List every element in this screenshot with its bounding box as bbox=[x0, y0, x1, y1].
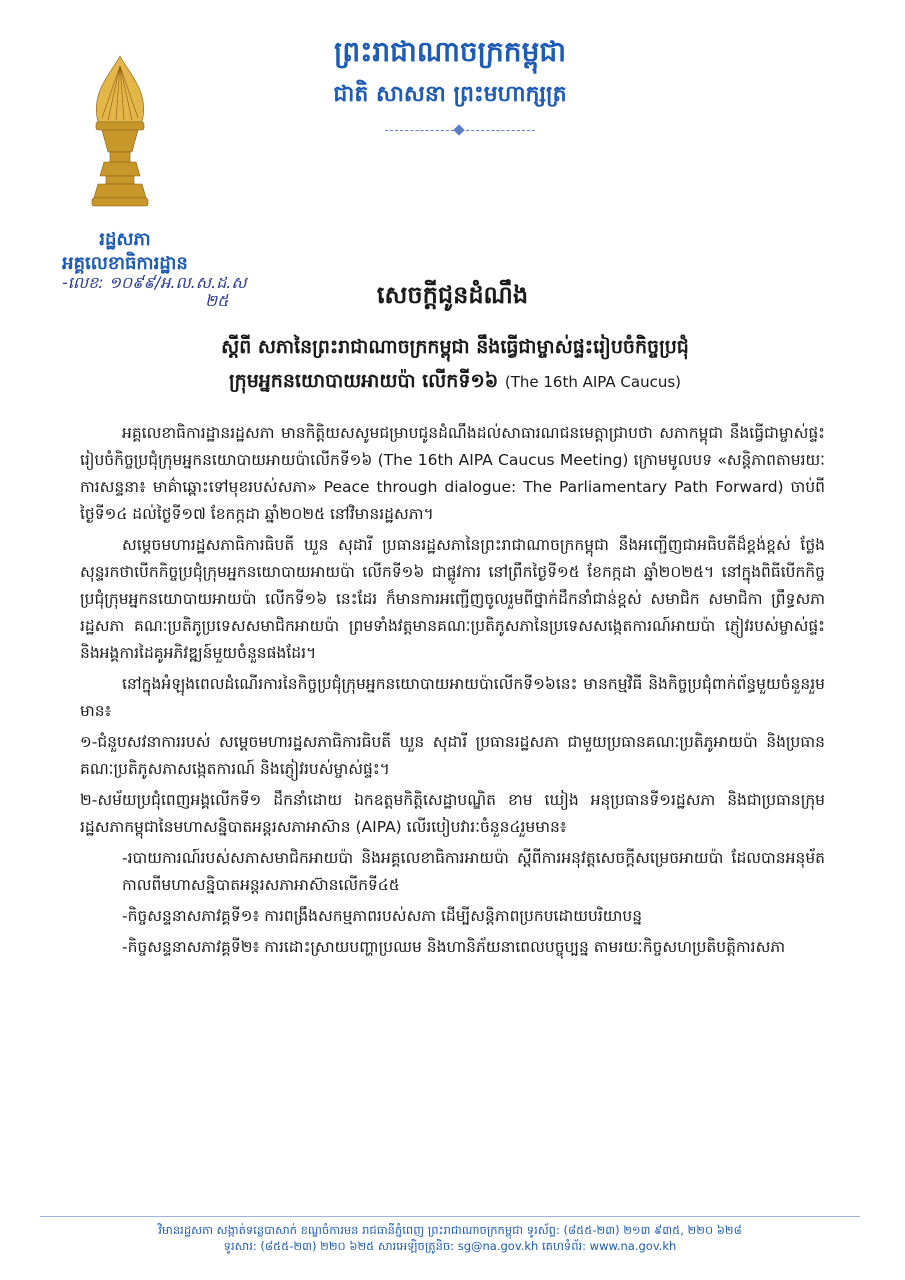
national-emblem-icon bbox=[80, 52, 160, 212]
list-item-1: ១-ជំនួបសវនាការរបស់ សម្តេចមហារដ្ឋសភាធិការធិបតី ឃួន សុដារី ប្រធានរដ្ឋសភា ជាមួយប្រធានគណៈប្រតិភូអាយប៉ា និងប្រធានគណៈប្រតិភូសភាសង្កេតការណ៍ និងភ្ញៀវរបស់ម្ចាស់ផ្ទះ។ bbox=[80, 733, 825, 778]
reference-suffix: ២៥ bbox=[205, 291, 229, 310]
paragraph-1: អគ្គលេខាធិការដ្ឋានរដ្ឋសភា មានកិត្តិយសសូមជម្រាបជូនដំណឹងដល់សាធារណជនមេត្តាជ្រាបថា សភាកម្ពុជា នឹងធ្វើជាម្ចាស់ផ្ទះរៀបចំកិច្ចប្រជុំក្រុមអ្នកនយោបាយអាយប៉ាលើកទី១៦ (The 16th AIPA Caucus Meeting) ក្រោមមូលបទ «សន្តិភាពតាមរយៈការសន្ទនា៖ មាគ៌ាឆ្ពោះទៅមុខរបស់សភា» Peace through dialogue: The Parliamentary Path Forward) ចាប់ពីថ្ងៃទី១៤ ដល់ថ្ងៃទី១៧ ខែកក្កដា ឆ្នាំ២០២៥ នៅវិមានរដ្ឋសភា។ bbox=[80, 424, 825, 523]
reference-number: -លេខ: ១០៩៩/អ.ល.ស.ដ.ស bbox=[62, 273, 247, 292]
subtitle-line1: ស្តីពី សភានៃព្រះរាជាណាចក្រកម្ពុជា នឹងធ្វើជាម្ចាស់ផ្ទះរៀបចំកិច្ចប្រជុំ bbox=[221, 336, 689, 358]
footer bbox=[40, 1222, 860, 1254]
sub-item-2: -កិច្ចសន្ទនាសភាវគ្គទី១៖ ការពង្រឹងសកម្មភាពរបស់សភា ដើម្បីសន្តិភាពប្រកបដោយបរិយាបន្ន bbox=[122, 907, 643, 925]
paragraph-3: នៅក្នុងអំឡុងពេលដំណើរការនៃកិច្ចប្រជុំក្រុមអ្នកនយោបាយអាយប៉ាលើកទី១៦នេះ មានកម្មវិធី និងកិច្ចប្រជុំពាក់ព័ន្ធមួយចំនួនរួមមាន៖ bbox=[80, 675, 825, 720]
subtitle-line2: ក្រុមអ្នកនយោបាយអាយប៉ា លើកទី១៦ bbox=[228, 370, 499, 392]
issuer-line2: អគ្គលេខាធិការដ្ឋាន bbox=[62, 253, 188, 274]
sub-item-3: -កិច្ចសន្ទនាសភាវគ្គទី២៖ ការដោះស្រាយបញ្ហាប្រឈម និងហានិភ័យនាពេលបច្ចុប្បន្ន តាមរយៈកិច្ចសហប្រតិបត្តិការសភា bbox=[122, 938, 786, 956]
document-title: សេចក្តីជូនដំណឹង bbox=[376, 281, 529, 309]
issuer-line1: រដ្ឋសភា bbox=[99, 229, 151, 250]
issuer-block bbox=[20, 228, 230, 276]
sub-item-1: -របាយការណ៍របស់សភាសមាជិកអាយប៉ា និងអគ្គលេខាធិការអាយប៉ា ស្តីពីការអនុវត្តសេចក្តីសម្រេចអាយប៉ា ដែលបានអនុម័តកាលពីមហាសន្និបាតអន្តរសភាអាស៊ានលើកទី៤៥ bbox=[122, 849, 825, 894]
footer-address: វិមានរដ្ឋសភា សង្កាត់ទន្លេបាសាក់ ខណ្ឌចំការមន រាជធានីភ្នំពេញ ព្រះរាជាណាចក្រកម្ពុជា ទូរស័ព្ទ: (៨៥៥-២៣) ២១៣ ៩៣៥, ២២០ ៦២៨ bbox=[158, 1223, 742, 1237]
subtitle-en: (The 16th AIPA Caucus) bbox=[504, 373, 682, 391]
paragraph-2: សម្តេចមហារដ្ឋសភាធិការធិបតី ឃួន សុដារី ប្រធានរដ្ឋសភានៃព្រះរាជាណាចក្រកម្ពុជា នឹងអញ្ជើញជាអធិបតីដ៏ខ្ពង់ខ្ពស់ ថ្លែងសុន្ទរកថាបើកកិច្ចប្រជុំក្រុមអ្នកនយោបាយអាយប៉ា លើកទី១៦ ជាផ្លូវការ នៅព្រឹកថ្ងៃទី១៥ ខែកក្កដា ឆ្នាំ២០២៥។ នៅក្នុងពិធីបើកកិច្ចប្រជុំក្រុមអ្នកនយោបាយអាយប៉ា លើកទី១៦ នេះដែរ ក៏មានការអញ្ជើញចូលរួមពីថ្នាក់ដឹកនាំជាន់ខ្ពស់ សមាជិក សមាជិកា ព្រឹទ្ធសភា រដ្ឋសភា គណៈប្រតិភូប្រទេសសមាជិកអាយប៉ា ព្រមទាំងវត្តមានគណៈប្រតិភូសភានៃប្រទេសសង្កេតការណ៍អាយប៉ា ភ្ញៀវរបស់ម្ចាស់ផ្ទះ និងអង្គការដៃគូអភិវឌ្ឍន៍មួយចំនួនផងដែរ។ bbox=[80, 536, 825, 662]
document-subtitle bbox=[60, 330, 850, 399]
footer-contact: ទូរសារ: (៨៥៥-២៣) ២២០ ៦២៥ សារអេឡិចត្រូនិច: sg@na.gov.kh គេហទំព័រ: www.na.gov.kh bbox=[223, 1239, 677, 1253]
national-motto: ជាតិ សាសនា ព្រះមហាក្សត្រ bbox=[333, 82, 567, 107]
document-body bbox=[80, 420, 825, 965]
ornament-divider bbox=[385, 130, 535, 133]
kingdom-header bbox=[250, 32, 650, 112]
kingdom-name: ព្រះរាជាណាចក្រកម្ពុជា bbox=[333, 35, 566, 68]
list-item-2: ២-សម័យប្រជុំពេញអង្គលើកទី១ ដឹកនាំដោយ ឯកឧត្តមកិត្តិសេដ្ឋាបណ្ឌិត ខាម ឃៀង អនុប្រធានទី១រដ្ឋសភា និងជាប្រធានក្រុមរដ្ឋសភាកម្ពុជានៃមហាសន្និបាតអន្តរសភាអាស៊ាន (AIPA) លើរបៀបវារៈចំនួន៤រួមមាន៖ bbox=[80, 791, 825, 836]
footer-divider bbox=[40, 1216, 860, 1217]
